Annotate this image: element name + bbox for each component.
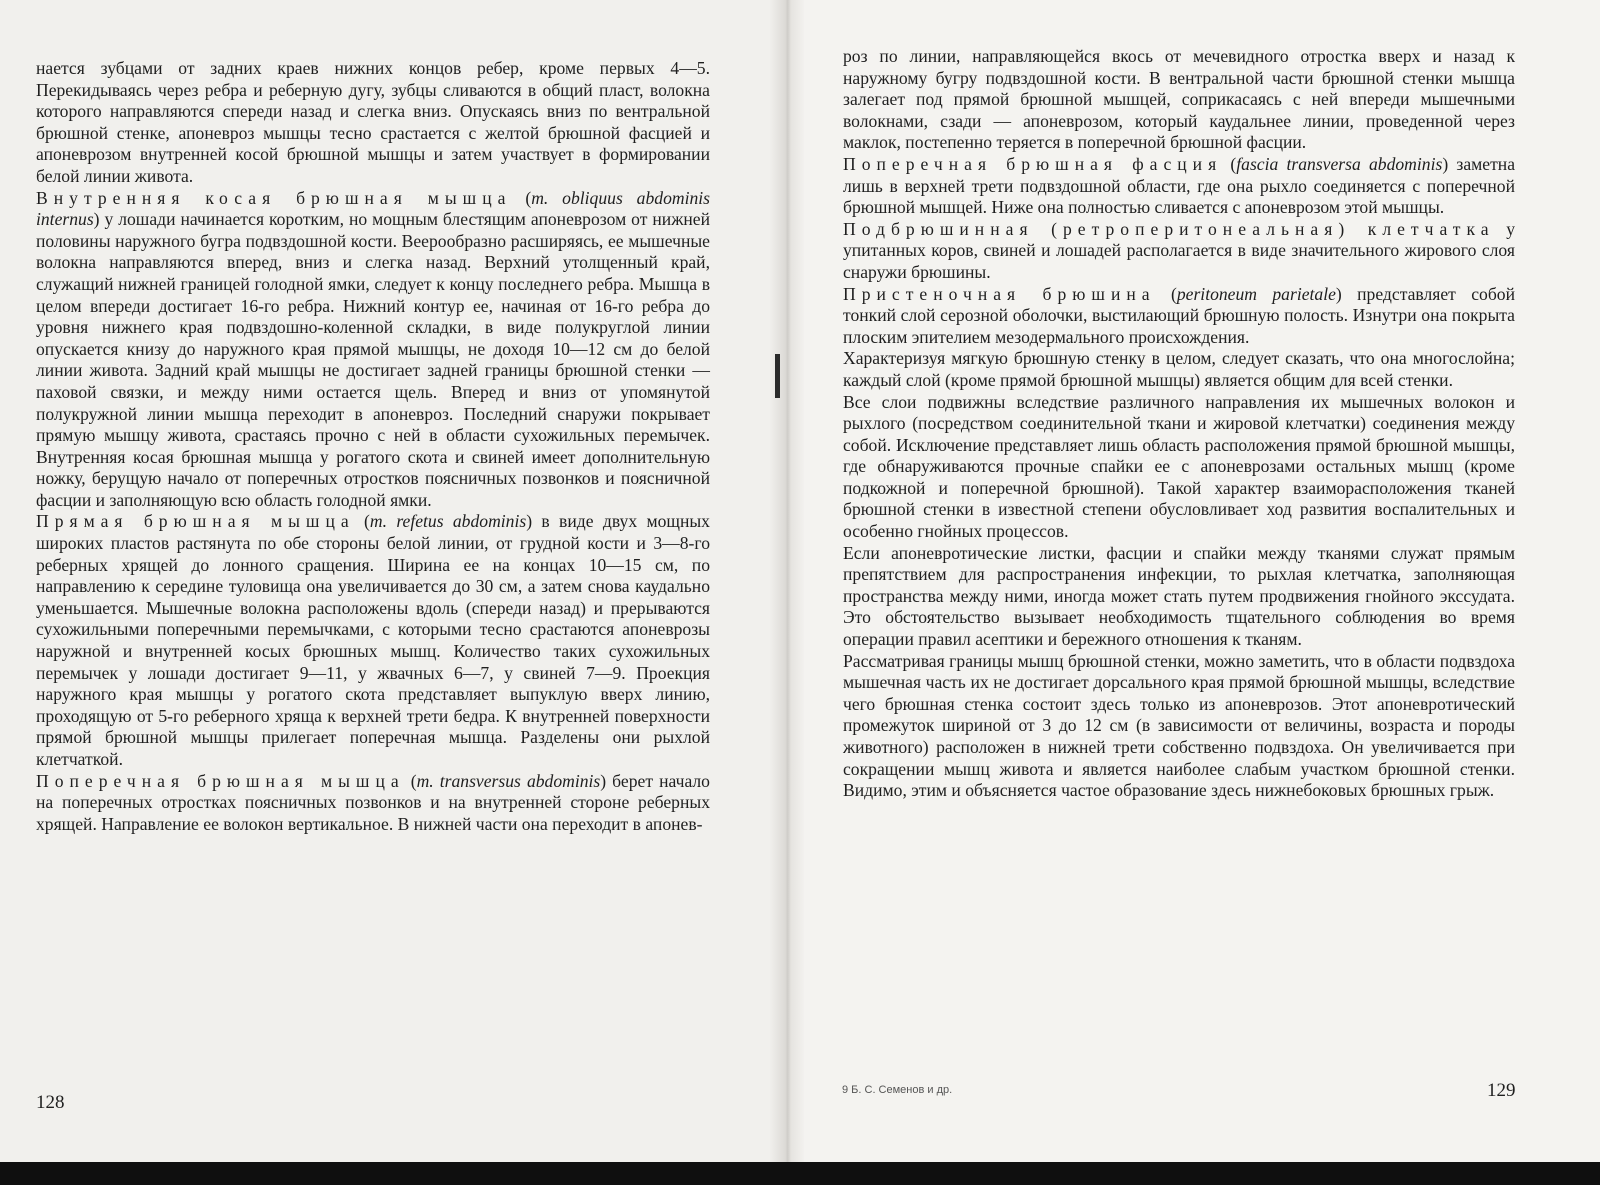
paragraph: Рассматривая границы мышц брюшной стенки, можно заметить, что в области подвздоха мышечная часть их не достигает дорсального края прямой брюшной мышцы, вследствие чего брюшная стенка состоит здесь только из апоневрозов. Этот апоневротический промежуток шириной от 3 до 12 см (в зависимости от величины, возраста и породы животного) расположен в нижней трети собственно подвздоха. Он увеличивается при сокращении мышц живота и является наиболее слабым участком брюшной стенки. Видимо, этим и объясняется частое образование здесь нижнебоковых брюшных грыж.	[843, 650, 1515, 801]
latin-term: fascia transversa abdominis	[1236, 153, 1443, 174]
binding-mark	[775, 354, 780, 398]
paragraph: Внутренняя косая брюшная мышца (m. obliquus abdominis internus) у лошади начинается коротким, но мощным блестящим апоневрозом от нижней половины наружного бугра подвздошной кости. Веерообразно расширяясь, ее мышечные волокна направляются вперед, вниз и слегка назад. Верхний утолщенный край, служащий нижней границей голодной ямки, следует к концу последнего ребра. Мышца в целом впереди достигает 16-го ребра. Нижний контур ее, начиная от 16-го ребра до уровня нижнего края подвздошно-коленной складки, в виде полукруглой линии опускается книзу до наружного края прямой мышцы, не доходя 10—12 см до белой линии живота. Задний край мышцы не достигает задней границы брюшной стенки — паховой связки, и между ними остается щель. Вперед и вниз от упомянутой полукружной линии мышца переходит в апоневроз. Последний снаружи покрывает прямую мышцу живота, срастаясь прочно с ней в области сухожильных перемычек. Внутренняя косая брюшная мышца у рогатого скота и свиней имеет дополнительную ножку, берущую начало от поперечных отростков поясничных позвонков и поясничной фасции и заполняющую всю область голодной ямки.	[36, 187, 710, 510]
paragraph: Если апоневротические листки, фасции и спайки между тканями служат прямым препятствием для распространения инфекции, то рыхлая клетчатка, заполняющая пространства между ними, иногда может стать путем продвижения гнойного экссудата. Это обстоятельство вызывает необходимость тщательного соблюдения во время операции правил асептики и бережного отношения к тканям.	[843, 542, 1515, 650]
latin-term: m. transversus abdominis	[416, 770, 601, 791]
signature-mark: 9 Б. С. Семенов и др.	[842, 1084, 953, 1096]
book-gutter	[770, 0, 804, 1162]
scan-edge	[0, 1162, 1600, 1185]
paragraph: нается зубцами от задних краев нижних концов ребер, кроме первых 4—5. Перекидываясь через ребра и реберную дугу, зубцы сливаются в общий пласт, волокна которого направляются спереди назад и слегка вниз. Опускаясь вниз по вентральной брюшной стенке, апоневроз мышцы тесно срастается с желтой брюшной фасцией и апоневрозом внутренней косой брюшной мышцы и затем участвует в формировании белой линии живота.	[36, 58, 710, 186]
left-page-text	[36, 58, 710, 835]
paragraph: Подбрюшинная (ретроперитонеальная) клетчатка у упитанных коров, свиней и лошадей располагается в виде значительного жирового слоя снаружи брюшины.	[843, 218, 1515, 282]
term: Подбрюшинная (ретроперитонеальная) клетчатка	[843, 218, 1495, 239]
paragraph: Пристеночная брюшина (peritoneum parietale) представляет собой тонкий слой серозной оболочки, выстилающий брюшную полость. Изнутри она покрыта плоским эпителием мезодермального происхождения.	[843, 283, 1516, 347]
page-number: 128	[36, 1092, 65, 1113]
term: Внутренняя косая брюшная мышца	[36, 187, 512, 208]
latin-term: peritoneum parietale	[1176, 283, 1336, 304]
term: Поперечная брюшная фасция	[843, 153, 1223, 174]
term: Прямая брюшная мышца	[36, 511, 355, 532]
page-number: 129	[1487, 1080, 1516, 1101]
right-page-text	[843, 46, 1515, 802]
paragraph: Характеризуя мягкую брюшную стенку в целом, следует сказать, что она многослойна; каждый слой (кроме прямой брюшной мышцы) является общим для всей стенки.	[843, 348, 1515, 390]
paragraph: Поперечная брюшная фасция (fascia transversa abdominis) заметна лишь в верхней трети подвздошной области, где она рыхло соединяется с поперечной брюшной мышцей. Ниже она полностью сливается с апоневрозом этой мышцы.	[843, 153, 1515, 218]
paragraph: Прямая брюшная мышца (m. refetus abdominis) в виде двух мощных широких пластов растянута по обе стороны белой линии, от грудной кости и 3—8-го реберных хрящей до лонного сращения. Ширина ее на концах 10—15 см, по направлению к середине туловища она увеличивается до 30 см, а затем снова каудально уменьшается. Мышечные волокна расположены вдоль (спереди назад) и прерываются сухожильными поперечными перемычками, с которыми тесно срастаются апоневрозы наружной и внутренней косых брюшных мышц. Количество таких сухожильных перемычек у лошади достигает 9—11, у жвачных 6—7, у свиней 7—9. Проекция наружного края мышцы у рогатого скота представляет выпуклую вверх линию, проходящую от 5-го реберного хряща к верхней трети бедра. К внутренней поверхности прямой брюшной мышцы прилегает поперечная мышца. Разделены они рыхлой клетчаткой.	[36, 511, 710, 769]
paragraph: Поперечная брюшная мышца (m. transversus abdominis) берет начало на поперечных отростках поясничных позвонков и на внутренней стороне реберных хрящей. Направление ее волокон вертикальное. В нижней части она переходит в апонев-	[36, 770, 710, 834]
latin-term: m. obliquus abdominis internus	[36, 187, 710, 230]
term: Поперечная брюшная мышца	[36, 770, 405, 791]
latin-term: m. refetus abdominis	[369, 511, 527, 532]
term: Пристеночная брюшина	[843, 283, 1156, 304]
paragraph: Все слои подвижны вследствие различного направления их мышечных волокон и рыхлого (посредством соединительной ткани и жировой клетчатки) соединения между собой. Исключение представляет лишь область расположения прямой брюшной мышцы, где обнаруживаются прочные спайки ее с апоневрозами остальных мышц (кроме подкожной и поперечной брюшной). Такой характер взаиморасположения тканей брюшной стенки в известной степени обусловливает ход развития воспалительных и особенно гнойных процессов.	[843, 391, 1515, 542]
paragraph: роз по линии, направляющейся вкось от мечевидного отростка вверх и назад к наружному бугру подвздошной кости. В вентральной части брюшной стенки мышца залегает под прямой брюшной мышцей, соприкасаясь с ней впереди мышечными волокнами, сзади — апоневрозом, который каудальнее линии, проведенной через маклок, постепенно теряется в поперечной брюшной фасции.	[843, 46, 1515, 153]
